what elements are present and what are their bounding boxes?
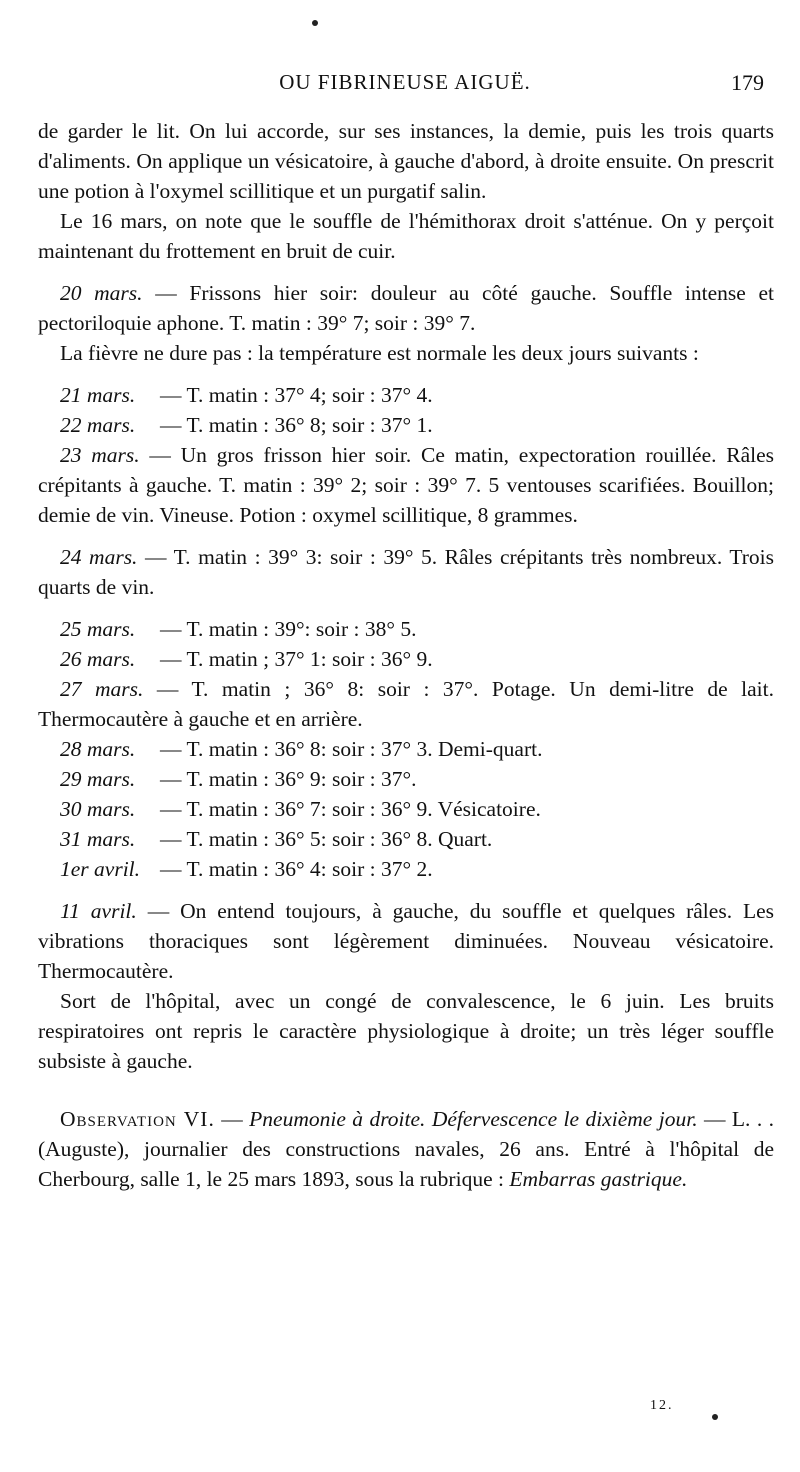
list-item xyxy=(38,824,774,854)
entry-text: — T. matin ; 37° 1: soir : 36° 9. xyxy=(160,647,433,671)
entry-date: 24 mars. xyxy=(60,545,138,569)
observation-body: — L. . . (Auguste), journalier des constructions navales, 26 ans. Entré à l'hôpital de Cherbourg, salle 1, le 25 mars 1893, sous la rubrique : xyxy=(38,1107,775,1191)
list-item xyxy=(38,674,774,734)
list-item xyxy=(38,734,774,764)
entry-list xyxy=(38,380,774,530)
entry-date: 26 mars. xyxy=(60,647,136,671)
list-item xyxy=(38,896,774,986)
observation-label: Observation VI. xyxy=(60,1107,215,1131)
paragraph: de garder le lit. On lui accorde, sur ses instances, la demie, puis les trois quarts d'aliments. On applique un vésicatoire, à gauche d'abord, à droite ensuite. On prescrit une potion à l'oxymel scillitique et un purgatif salin. xyxy=(38,119,774,203)
paragraph xyxy=(38,278,774,338)
list-item xyxy=(38,542,774,602)
entry-date: 21 mars. xyxy=(60,383,136,407)
entry-date: 22 mars. xyxy=(60,413,136,437)
list-item xyxy=(38,764,774,794)
paragraph: Sort de l'hôpital, avec un congé de convalescence, le 6 juin. Les bruits respiratoires ont repris le caractère physiologique à droite; un très léger souffle subsiste à gauche. xyxy=(38,989,774,1073)
list-item xyxy=(38,794,774,824)
body-text xyxy=(38,116,774,1194)
entry-text: — T. matin : 36° 9: soir : 37°. xyxy=(160,767,417,791)
entry-text: — T. matin : 36° 7: soir : 36° 9. Vésicatoire. xyxy=(160,797,541,821)
entry-date: 28 mars. xyxy=(60,737,136,761)
entry-date: 11 avril. xyxy=(60,899,137,923)
entry-text: — T. matin : 36° 4: soir : 37° 2. xyxy=(160,857,433,881)
entry-date: 25 mars. xyxy=(60,617,136,641)
observation-dash: — xyxy=(214,1107,250,1131)
list-item xyxy=(38,440,774,530)
entry-date: 30 mars. xyxy=(60,797,136,821)
running-title: OU FIBRINEUSE AIGUË. xyxy=(279,70,531,94)
entry-text: — T. matin ; 36° 8: soir : 37°. Potage. Un demi-litre de lait. Thermocautère à gauche et en arrière. xyxy=(38,677,774,731)
observation-rubric: Embarras gastrique. xyxy=(509,1167,688,1191)
observation-heading xyxy=(38,1104,774,1194)
entry-date: 23 mars. xyxy=(60,443,140,467)
entry-text: — Un gros frisson hier soir. Ce matin, expectoration rouillée. Râles crépitants à gauche. T. matin : 39° 2; soir : 39° 7. 5 ventouses scarifiées. Bouillon; demie de vin. Vineuse. Potion : oxymel scillitique, 8 grammes. xyxy=(38,443,775,527)
entry-text: — On entend toujours, à gauche, du souffle et quelques râles. Les vibrations thoraciques sont légèrement diminuées. Nouveau vésicatoire. Thermocautère. xyxy=(38,899,774,983)
entry-date: 1er avril. xyxy=(60,857,141,881)
entry-date: 31 mars. xyxy=(60,827,136,851)
entry-text: — T. matin : 36° 5: soir : 36° 8. Quart. xyxy=(160,827,493,851)
list-item xyxy=(38,410,774,440)
entry-text: — T. matin : 36° 8; soir : 37° 1. xyxy=(160,413,433,437)
entry-text: — T. matin : 36° 8: soir : 37° 3. Demi-quart. xyxy=(160,737,543,761)
ink-speck xyxy=(712,1414,718,1420)
entry-list xyxy=(38,614,774,884)
entry-date: 20 mars. xyxy=(60,281,143,305)
page-number: 179 xyxy=(731,70,764,95)
list-item xyxy=(38,614,774,644)
entry-text: — T. matin : 39°: soir : 38° 5. xyxy=(160,617,417,641)
entry-date: 27 mars. xyxy=(60,677,144,701)
signature-mark: 12. xyxy=(650,1398,674,1413)
list-item xyxy=(38,380,774,410)
paragraph: Le 16 mars, on note que le souffle de l'hémithorax droit s'atténue. On y perçoit maintenant du frottement en bruit de cuir. xyxy=(38,209,774,263)
paragraph: La fièvre ne dure pas : la température est normale les deux jours suivants : xyxy=(60,341,699,365)
ink-speck xyxy=(312,20,318,26)
list-item xyxy=(38,644,774,674)
observation-title: Pneumonie à droite. Défervescence le dixième jour. xyxy=(249,1107,698,1131)
entry-text: — Frissons hier soir: douleur au côté gauche. Souffle intense et pectoriloquie aphone. T. matin : 39° 7; soir : 39° 7. xyxy=(38,281,774,335)
entry-date: 29 mars. xyxy=(60,767,136,791)
entry-text: — T. matin : 39° 3: soir : 39° 5. Râles crépitants très nombreux. Trois quarts de vin. xyxy=(38,545,775,599)
list-item xyxy=(38,854,774,884)
page-header xyxy=(38,70,772,110)
entry-text: — T. matin : 37° 4; soir : 37° 4. xyxy=(160,383,433,407)
